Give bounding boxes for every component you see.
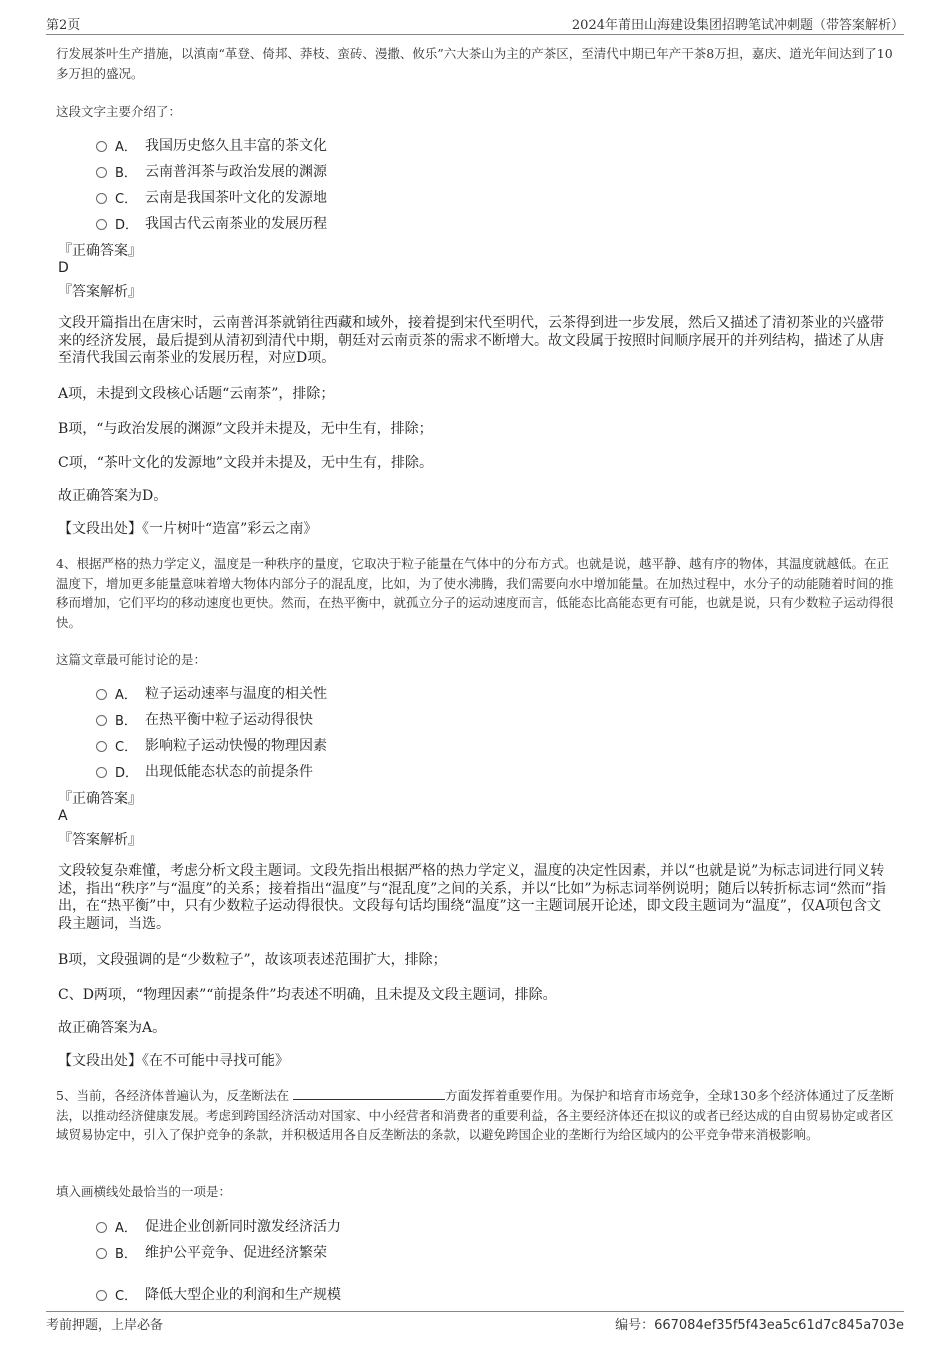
- footer-divider: [46, 1311, 904, 1312]
- page-header: [0, 0, 950, 36]
- q3-note-b: B项，“与政治发展的渊源”文段并未提及，无中生有，排除；: [58, 421, 433, 437]
- q3-question: 这段文字主要介绍了：: [56, 104, 182, 119]
- q4-option-a[interactable]: A． 粒子运动速率与温度的相关性: [96, 683, 327, 703]
- radio-icon[interactable]: [96, 715, 107, 726]
- q5-option-c[interactable]: C． 降低大型企业的利润和生产规模: [96, 1284, 341, 1304]
- q3-source: 【文段出处】《一片树叶“造富”彩云之南》: [58, 521, 318, 537]
- q5-option-a[interactable]: A． 促进企业创新同时激发经济活力: [96, 1216, 341, 1236]
- radio-icon[interactable]: [96, 167, 107, 178]
- q4-analysis: 文段较复杂难懂，考虑分析文段主题词。文段先指出根据严格的热力学定义，温度的决定性因素，并以“也就是说”为标志词进行同义转述，指出“秩序”与“温度”的关系；接着指出“温度”与“混乱度”之间的关系，并以“比如”为标志词举例说明；随后以转折标志词“然而”指出，在“热平衡”中，只有少数粒子运动得很快。文段每句话均围绕“温度”这一主题词展开论述，即文段主题词为“温度”，仅A项包含文段主题词，当选。: [58, 863, 886, 932]
- fill-in-blank: [293, 1087, 445, 1100]
- q3-note-a: A项，未提到文段核心话题“云南茶”，排除；: [58, 386, 335, 402]
- q3-analysis-label: 『答案解析』: [58, 284, 142, 300]
- radio-icon[interactable]: [96, 193, 107, 204]
- document-title: 2024年莆田山海建设集团招聘笔试冲刺题（带答案解析）: [571, 18, 904, 33]
- q3-conclusion: 故正确答案为D。: [58, 488, 168, 504]
- q4-source: 【文段出处】《在不可能中寻找可能》: [58, 1053, 289, 1069]
- q3-note-c: C项，“茶叶文化的发源地”文段并未提及，无中生有，排除。: [58, 455, 434, 471]
- q4-answer: A: [58, 808, 68, 824]
- q4-note-b: B项，文段强调的是“少数粒子”，故该项表述范围扩大，排除；: [58, 952, 447, 968]
- q4-conclusion: 故正确答案为A。: [58, 1020, 167, 1036]
- q4-analysis-label: 『答案解析』: [58, 832, 142, 848]
- page-number: 第2页: [46, 18, 81, 33]
- q3-option-a[interactable]: A． 我国历史悠久且丰富的茶文化: [96, 135, 327, 155]
- radio-icon[interactable]: [96, 689, 107, 700]
- q4-option-b[interactable]: B． 在热平衡中粒子运动得很快: [96, 709, 313, 729]
- q4-answer-label: 『正确答案』: [58, 791, 142, 807]
- radio-icon[interactable]: [96, 219, 107, 230]
- q3-analysis: 文段开篇指出在唐宋时，云南普洱茶就销往西藏和域外，接着提到宋代至明代，云茶得到进一步发展，然后又描述了清初茶业的兴盛带来的经济发展，最后提到从清初到清代中期，朝廷对云南贡茶的需求不断增大。故文段属于按照时间顺序展开的并列结构，描述了从唐至清代我国云南茶业的发展历程，对应D项。: [58, 315, 884, 366]
- q4-question: 这篇文章最可能讨论的是：: [56, 652, 207, 667]
- q4-option-d[interactable]: D． 出现低能态状态的前提条件: [96, 761, 313, 781]
- q4-passage: 4、根据严格的热力学定义，温度是一种秩序的量度，它取决于粒子能量在气体中的分布方式。也就是说，越平静、越有序的物体，其温度就越低。在正温度下，增加更多能量意味着增大物体内部分子的混乱度，比如，为了使水沸腾，我们需要向水中增加能量。在加热过程中，水分子的动能随着时间的推移而增加，它们平均的移动速度也更快。然而，在热平衡中，就孤立分子的运动速度而言，低能态比高能态更有可能，也就是说，只有少数粒子运动得很快。: [56, 556, 894, 630]
- radio-icon[interactable]: [96, 767, 107, 778]
- radio-icon[interactable]: [96, 1290, 107, 1301]
- q3-option-d[interactable]: D． 我国古代云南茶业的发展历程: [96, 213, 327, 233]
- q3-answer: D: [58, 260, 69, 276]
- footer-code: 编号：667084ef35f5f43ea5c61d7c845a703e: [615, 1318, 904, 1333]
- radio-icon[interactable]: [96, 1248, 107, 1259]
- q4-option-c[interactable]: C． 影响粒子运动快慢的物理因素: [96, 735, 327, 755]
- header-divider: [46, 34, 904, 35]
- footer-slogan: 考前押题，上岸必备: [46, 1318, 164, 1333]
- radio-icon[interactable]: [96, 1222, 107, 1233]
- q5-passage: 5、当前，各经济体普遍认为，反垄断法在 方面发挥着重要作用。为保护和培育市场竞争，全球130多个经济体通过了反垄断法，以推动经济健康发展。考虑到跨国经济活动对国家、中小经营者和消费者的重要利益，各主要经济体还在拟议的或者已经达成的自由贸易协定或者区域贸易协定中，引入了保护竞争的条款，并积极适用各自反垄断法的条款，以避免跨国企业的垄断行为给区域内的公平竞争带来消极影响。: [56, 1088, 894, 1142]
- radio-icon[interactable]: [96, 141, 107, 152]
- radio-icon[interactable]: [96, 741, 107, 752]
- q3-passage-tail: 行发展茶叶生产措施，以滇南“革登、倚邦、莽枝、蛮砖、漫撒、攸乐”六大茶山为主的产茶区，至清代中期已年产干茶8万担，嘉庆、道光年间达到了10多万担的盛况。: [56, 46, 893, 81]
- q3-option-b[interactable]: B． 云南普洱茶与政治发展的渊源: [96, 161, 327, 181]
- q3-option-c[interactable]: C． 云南是我国茶叶文化的发源地: [96, 187, 327, 207]
- q3-answer-label: 『正确答案』: [58, 243, 142, 259]
- q5-question: 填入画横线处最恰当的一项是：: [56, 1184, 232, 1199]
- q4-note-cd: C、D两项，“物理因素”“前提条件”均表述不明确，且未提及文段主题词，排除。: [58, 987, 557, 1003]
- q5-option-b[interactable]: B． 维护公平竞争、促进经济繁荣: [96, 1242, 327, 1262]
